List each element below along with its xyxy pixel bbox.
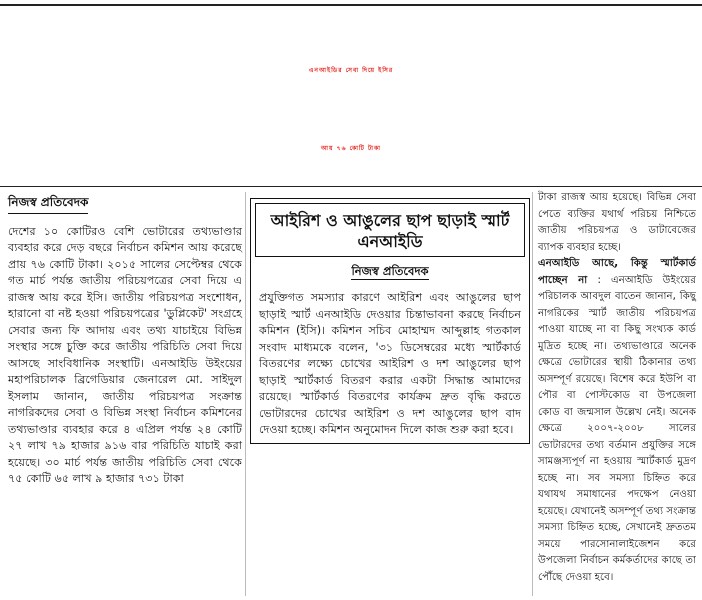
right-subhead-paragraph: [538, 256, 696, 586]
boxed-story-body: প্রযুক্তিগত সমস্যার কারণে আইরিশ এবং আঙুলের ছাপ ছাড়াই স্মার্ট এনআইডি দেওয়ার চিন্তাভাবনা করছে নির্বাচন কমিশন (ইসি)। কমিশন সচিব মোহাম্মদ আব্দুল্লাহ গতকাল সংবাদ মাধ্যমকে বলেন, '৩১ ডিসেম্বরের মধ্যে স্মার্টকার্ড বিতরণের লক্ষ্যে চোখের আইরিশ ও দশ আঙুলের ছাপ ছাড়াই স্মার্টকার্ড বিতরণ করার একটা সিদ্ধান্ত আমাদের রয়েছে। স্মার্টকার্ড বিতরণের কার্যক্রম দ্রুত বৃদ্ধি করতে ভোটারদের চোখের আইরিশ ও দশ আঙুলের ছাপ বাদ দেওয়া হচ্ছে। কমিশন অনুমোদন দিলে কাজ শুরু করা হবে।: [259, 291, 521, 436]
left-byline: নিজস্ব প্রতিবেদক: [8, 194, 88, 214]
right-subhead: এনআইডি আছে, কিন্তু স্মার্টকার্ড পাচ্ছেন না: [538, 258, 696, 286]
boxed-story: [250, 198, 530, 444]
headline-rule: [0, 186, 702, 187]
boxed-story-byline: নিজস্ব প্রতিবেদক: [351, 264, 429, 278]
column-divider-right: [532, 192, 533, 596]
left-column: [8, 194, 242, 488]
boxed-story-headline: আইরিশ ও আঙুলের ছাপ ছাড়াই স্মার্ট এনআইডি: [255, 203, 525, 257]
left-body: দেশের ১০ কোটিরও বেশি ভোটারের তথ্যভাণ্ডার ব্যবহার করে দেড় বছরে নির্বাচন কমিশন আয় করেছে প্রায় ৭৬ কোটি টাকা। ২০১৫ সালের সেপ্টেম্বর থেকে গত মার্চ পর্যন্ত জাতীয় পরিচয়পত্রের সেবা দিয়ে এ রাজস্ব আয় করে ইসি। জাতীয় পরিচয়পত্র সংশোধন, হারানো বা নষ্ট হওয়া পরিচয়পত্রের 'ডুপ্লিকেট' সংগ্রহে সেবার জন্য ফি আদায় এবং তথ্য যাচাইয়ে বিভিন্ন সংস্থার সঙ্গে চুক্তি করে জাতীয় পরিচিতি সেবা দিয়ে আসছে সাংবিধানিক সংস্থাটি। এনআইডি উইংয়ের মহাপরিচালক ব্রিগেডিয়ার জেনারেল মো. সাইদুল ইসলাম জানান, জাতীয় পরিচয়পত্র সংক্রান্ত নাগরিকদের সেবা ও বিভিন্ন সংস্থা নির্বাচন কমিশনের তথ্যভাণ্ডার ব্যবহার করে ৪ এপ্রিল পর্যন্ত ২৪ কোটি ২৭ লাখ ৭৯ হাজার ৯১৬ বার পরিচিতি যাচাই করা হয়েছে। ৩০ মার্চ পর্যন্ত জাতীয় পরিচিতি সেবা থেকে ৭৫ কোটি ৬৫ লাখ ৯ হাজার ৭৩১ টাকা: [8, 224, 242, 485]
boxed-story-byline-wrap: [251, 263, 529, 282]
right-column: [538, 190, 696, 586]
headline-line-2: আয় ৭৬ কোটি টাকা: [321, 145, 381, 152]
column-divider-left: [245, 192, 246, 596]
right-body-2: : এনআইডি উইংয়ের পরিচালক আবদুল বাতেন জানান, কিছু নাগরিকের স্মার্ট জাতীয় পরিচয়পত্র পাওয়া যাচ্ছে না বা কিছু সংখ্যক কার্ড মুদ্রিত হচ্ছে না। তথ্যভাণ্ডারে অনেক ক্ষেত্রে ভোটারের স্থায়ী ঠিকানার তথ্য অসম্পূর্ণ রয়েছে। বিশেষ করে ইউপি বা পৌর বা পোস্টকোড বা উপজেলা কোড বা জন্মসাল উল্লেখ নেই। অনেক ক্ষেত্রে ২০০৭-২০০৮ সালের ভোটারদের তথ্য বর্তমান প্রযুক্তির সঙ্গে সামঞ্জস্যপূর্ণ না হওয়ায় স্মার্টকার্ড মুদ্রণ হচ্ছে না। সব সমস্যা চিহ্নিত করে যথাযথ সমাধানের পদক্ষেপ নেওয়া হয়েছে। যেখানেই অসম্পূর্ণ তথ্য সংক্রান্ত সমস্যা চিহ্নিত হচ্ছে, সেখানেই দ্রুততম সময়ে পারসোনালাইজেশন করে উপজেলা নির্বাচন কর্মকর্তাদের কাছে তা পৌঁছে দেওয়া হবে।: [538, 274, 696, 583]
headline-line-1: এনআইডির সেবা দিয়ে ইসির: [308, 67, 394, 74]
right-body-1: টাকা রাজস্ব আয় হয়েছে। বিভিন্ন সেবা পেতে ব্যক্তির যথার্থ পরিচয় নিশ্চিতে জাতীয় পরিচয়পত্র ও ডাটাবেজের ব্যাপক ব্যবহার হচ্ছে।: [538, 192, 696, 253]
top-rule: [0, 4, 702, 6]
